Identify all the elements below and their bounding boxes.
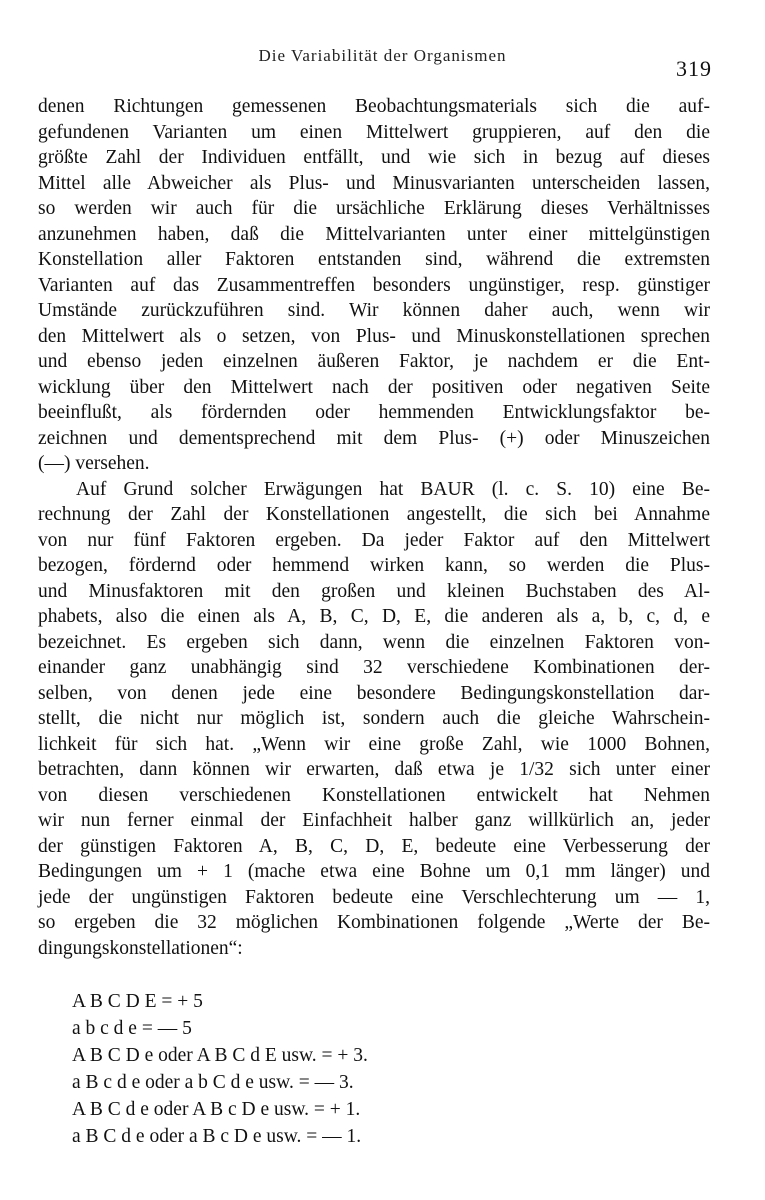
text-line: den Mittelwert als o setzen, von Plus- und Minuskonstellationen sprechen xyxy=(38,325,710,347)
text-line: und Minusfaktoren mit den großen und kleinen Buchstaben des Al- xyxy=(38,580,710,602)
text-line: jede der ungünstigen Faktoren bedeute eine Verschlechterung um — 1, xyxy=(38,886,710,908)
text-line: dingungskonstellationen“: xyxy=(38,937,243,959)
text-line: wir nun ferner einmal der Einfachheit halber ganz willkürlich an, jeder xyxy=(38,810,710,831)
formula-line: A B C D E = + 5 xyxy=(72,991,203,1012)
text-line: von nur fünf Faktoren ergeben. Da jeder Faktor auf den Mittelwert xyxy=(38,529,710,551)
text-line: Umstände zurückzuführen sind. Wir können daher auch, wenn wir xyxy=(38,300,710,321)
formula-line: a B c d e oder a b C d e usw. = — 3. xyxy=(72,1072,354,1093)
text-line: gefundenen Varianten um einen Mittelwert gruppieren, auf den die xyxy=(38,121,710,143)
text-line: einander ganz unabhängig sind 32 verschiedene Kombinationen der- xyxy=(38,657,710,678)
formula-line: a B C d e oder a B c D e usw. = — 1. xyxy=(72,1126,362,1147)
formula-line: A B C d e oder A B c D e usw. = + 1. xyxy=(72,1099,361,1120)
text-line: beeinflußt, als fördernden oder hemmenden Entwicklungsfaktor be- xyxy=(38,402,710,423)
text-line: so werden wir auch für die ursächliche Erklärung dieses Verhältnisses xyxy=(38,198,710,219)
formula-line: A B C D e oder A B C d E usw. = + 3. xyxy=(72,1045,368,1066)
text-line: anzunehmen haben, daß die Mittelvarianten unter einer mittelgünstigen xyxy=(38,223,710,245)
text-line: lichkeit für sich hat. „Wenn wir eine große Zahl, wie 1000 Bohnen, xyxy=(38,733,710,755)
text-line: (—) versehen. xyxy=(38,453,150,474)
paragraph-2 xyxy=(38,477,710,962)
text-line: größte Zahl der Individuen entfällt, und wie sich in bezug auf dieses xyxy=(38,147,710,168)
text-line: betrachten, dann können wir erwarten, daß etwa je 1/32 sich unter einer xyxy=(38,759,710,780)
text-line: bezogen, fördernd oder hemmend wirken kann, so werden die Plus- xyxy=(38,555,710,576)
text-line: so ergeben die 32 möglichen Kombinationen folgende „Werte der Be- xyxy=(38,912,710,933)
text-line: wicklung über den Mittelwert nach der positiven oder negativen Seite xyxy=(38,376,710,398)
text-line: Bedingungen um + 1 (mache etwa eine Bohne um 0,1 mm länger) und xyxy=(38,861,710,882)
constellation-formulas xyxy=(72,988,368,1150)
text-line: Mittel alle Abweicher als Plus- und Minusvarianten unterscheiden lassen, xyxy=(38,172,710,194)
formula-line: a b c d e = — 5 xyxy=(72,1018,192,1039)
paragraph-1 xyxy=(38,94,710,477)
text-line: rechnung der Zahl der Konstellationen angestellt, die sich bei Annahme xyxy=(38,504,710,525)
text-line: zeichnen und dementsprechend mit dem Plus- (+) oder Minuszeichen xyxy=(38,427,710,449)
text-line: Auf Grund solcher Erwägungen hat BAUR (l. c. S. 10) eine Be- xyxy=(76,478,710,500)
running-title: Die Variabilität der Organismen xyxy=(258,46,507,65)
text-line: der günstigen Faktoren A, B, C, D, E, bedeute eine Verbesserung der xyxy=(38,835,710,857)
text-line: Varianten auf das Zusammentreffen besonders ungünstiger, resp. günstiger xyxy=(38,274,710,296)
text-line: und ebenso jeden einzelnen äußeren Faktor, je nachdem er die Ent- xyxy=(38,351,710,372)
body-text xyxy=(38,94,710,961)
text-line: Konstellation aller Faktoren entstanden sind, während die extremsten xyxy=(38,249,710,270)
text-line: von diesen verschiedenen Konstellationen entwickelt hat Nehmen xyxy=(38,784,710,806)
page-number: 319 xyxy=(676,56,712,81)
text-line: selben, von denen jede eine besondere Bedingungskonstellation dar- xyxy=(38,682,710,704)
text-line: phabets, also die einen als A, B, C, D, E, die anderen als a, b, c, d, e xyxy=(38,606,710,627)
text-line: bezeichnet. Es ergeben sich dann, wenn die einzelnen Faktoren von- xyxy=(38,631,710,653)
text-line: denen Richtungen gemessenen Beobachtungsmaterials sich die auf- xyxy=(38,96,710,117)
text-line: stellt, die nicht nur möglich ist, sondern auch die gleiche Wahrschein- xyxy=(38,708,710,729)
